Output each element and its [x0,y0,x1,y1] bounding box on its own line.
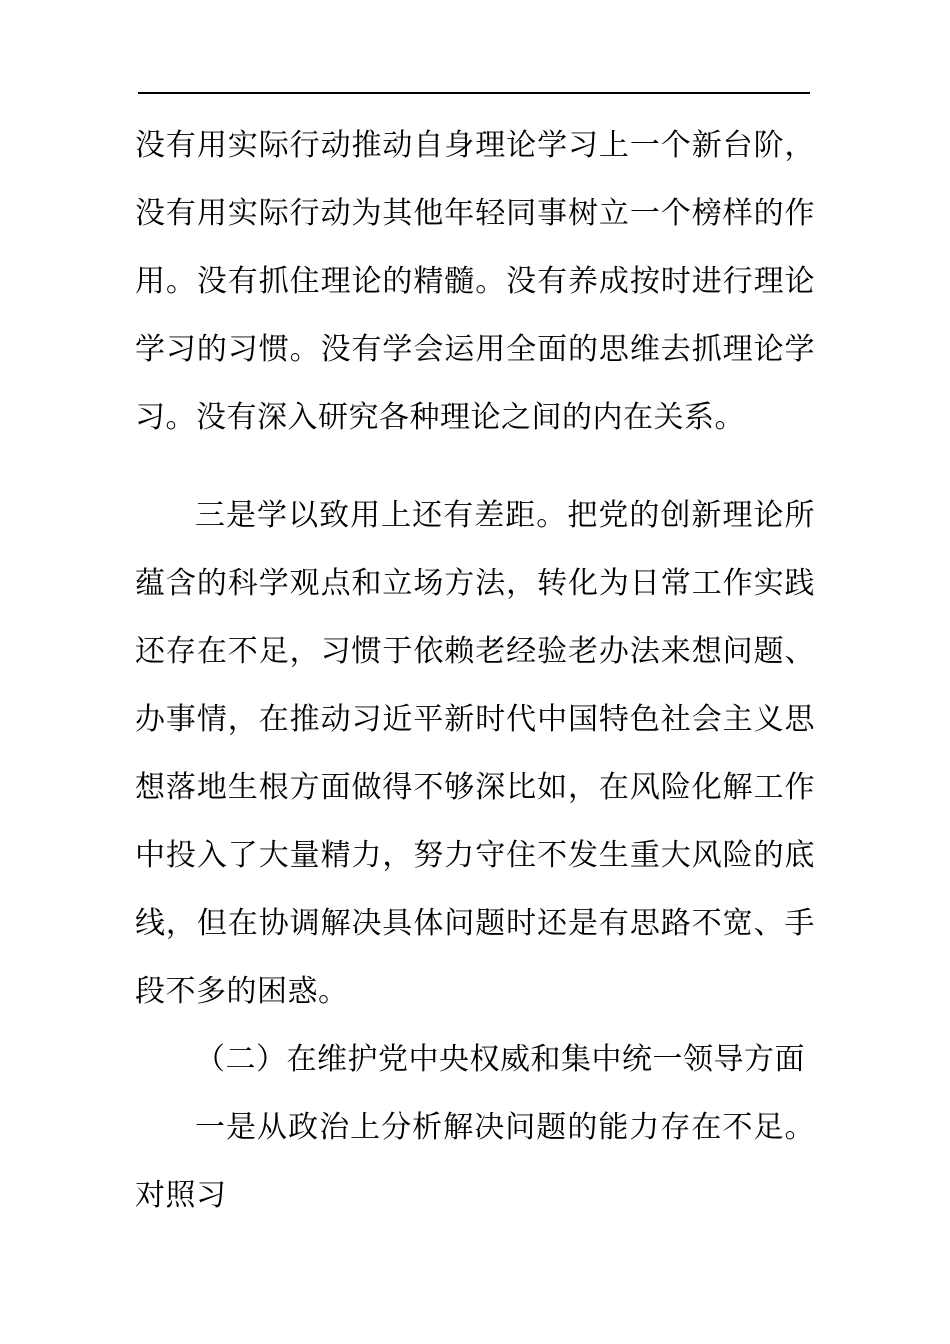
document-body [135,112,815,1230]
paragraph-1: 没有用实际行动推动自身理论学习上一个新台阶，没有用实际行动为其他年轻同事树立一个榜样的作用。没有抓住理论的精髓。没有养成按时进行理论学习的习惯。没有学会运用全面的思维去抓理论学习。没有深入研究各种理论之间的内在关系。 [135,128,815,435]
header-divider [138,92,810,94]
paragraph-4: 一是从政治上分析解决问题的能力存在不足。对照习 [135,1110,815,1213]
paragraph-3-heading: （二）在维护党中央权威和集中统一领导方面 [195,1042,805,1077]
paragraph-spacer-1 [135,452,815,482]
paragraph-2: 三是学以致用上还有差距。把党的创新理论所蕴含的科学观点和立场方法，转化为日常工作实践还存在不足，习惯于依赖老经验老办法来想问题、办事情，在推动习近平新时代中国特色社会主义思想落地生根方面做得不够深比如，在风险化解工作中投入了大量精力，努力守住不发生重大风险的底线，但在协调解决具体问题时还是有思路不宽、手段不多的困惑。 [135,498,815,1009]
